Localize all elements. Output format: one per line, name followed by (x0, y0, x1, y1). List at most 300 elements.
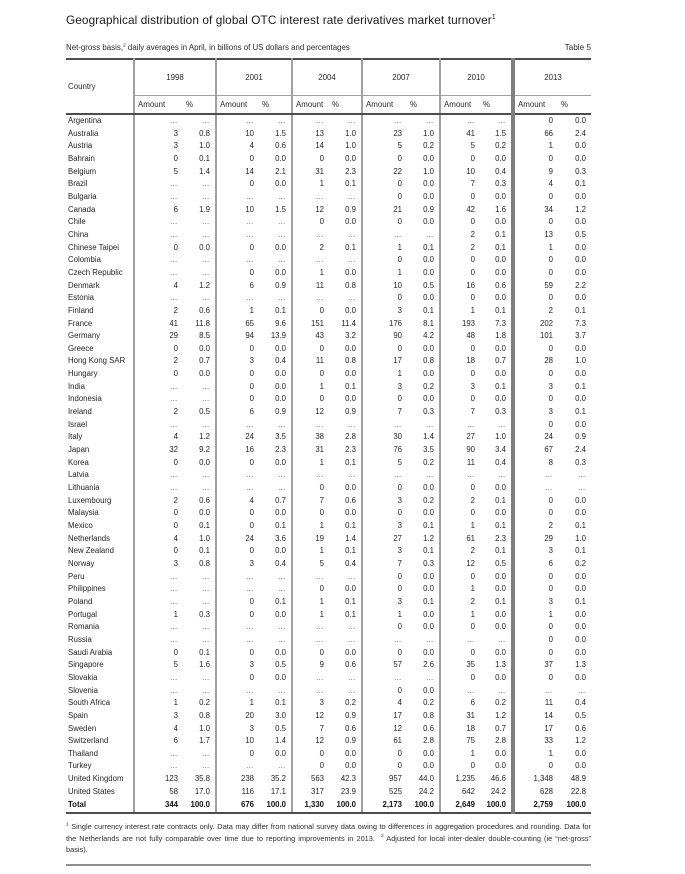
amount-cell: 3 (362, 520, 402, 533)
percent-cell: … (201, 419, 210, 429)
percent-cell: 0.0 (423, 267, 434, 277)
country-cell: Estonia (68, 293, 95, 303)
amount-cell: 0 (362, 583, 402, 596)
percent-cell: 0.6 (423, 723, 434, 733)
amount-cell: 12 (440, 558, 475, 571)
amount-cell: 4 (513, 178, 553, 191)
country-cell: Hong Kong SAR (68, 356, 126, 366)
amount-cell: 0 (292, 153, 324, 166)
percent-cell: 2.3 (275, 445, 286, 455)
amount-cell: 0 (292, 216, 324, 229)
amount-cell: 1 (362, 368, 402, 381)
percent-cell: 0.1 (275, 521, 286, 530)
amount-cell: … (362, 419, 402, 432)
percent-cell: 0.0 (345, 217, 356, 227)
amount-cell: 0 (292, 393, 324, 406)
percent-cell: 0.1 (345, 457, 356, 467)
amount-cell: 176 (362, 318, 402, 331)
percent-cell: … (497, 419, 506, 429)
table-row (66, 128, 591, 141)
percent-cell: 0.7 (199, 356, 210, 366)
percent-cell: 1.0 (575, 533, 586, 543)
percent-cell: 0.0 (575, 647, 586, 657)
amount-cell: 0 (440, 672, 475, 685)
amount-cell: … (292, 229, 324, 242)
percent-cell: … (277, 685, 286, 695)
amount-cell: … (134, 482, 178, 495)
data-table (66, 58, 591, 814)
amount-cell: 2 (292, 242, 324, 255)
country-cell: Poland (68, 596, 93, 606)
amount-cell: … (362, 634, 402, 647)
percent-cell: … (347, 255, 356, 265)
amount-cell: 66 (513, 128, 553, 141)
percent-cell: 0.0 (275, 242, 286, 252)
percent-cell: 7.3 (495, 318, 506, 328)
amount-cell: 0 (362, 178, 402, 191)
percent-cell: 0.0 (199, 457, 210, 467)
percent-cell: 0.0 (199, 369, 210, 379)
amount-cell: 76 (362, 444, 402, 457)
country-cell: Norway (68, 558, 95, 568)
amount-cell: 7 (440, 178, 475, 191)
percent-cell: 0.0 (575, 571, 586, 581)
country-cell: Japan (68, 445, 90, 455)
percent-cell: 48.9 (570, 774, 586, 784)
amount-cell: 3 (513, 596, 553, 609)
amount-cell: 3 (513, 406, 553, 419)
table-row (66, 659, 591, 672)
percent-cell: 17.1 (270, 786, 286, 796)
percent-cell: 0.9 (345, 710, 356, 720)
table-row (66, 216, 591, 229)
amount-cell: 0 (292, 368, 324, 381)
table-row (66, 748, 591, 761)
table-row (66, 457, 591, 470)
percent-cell: 2.2 (575, 280, 586, 290)
amount-cell: 17 (513, 723, 553, 736)
percent-cell: 0.0 (423, 508, 434, 518)
percent-cell: 11.4 (341, 318, 356, 328)
percent-cell: … (347, 685, 356, 695)
amount-cell: 3 (513, 545, 553, 558)
amount-cell: 23 (362, 128, 402, 141)
amount-cell: 3 (134, 558, 178, 571)
table-row (66, 558, 591, 571)
amount-cell: 28 (513, 355, 553, 368)
amount-cell: … (134, 571, 178, 584)
percent-cell: 0.3 (423, 558, 434, 568)
amount-cell: 5 (362, 457, 402, 470)
percent-cell: 0.0 (345, 343, 356, 353)
percent-cell: 0.0 (345, 584, 356, 594)
amount-cell: 2,649 (440, 798, 475, 813)
percent-cell: … (201, 381, 210, 391)
percent-cell: 0.1 (345, 521, 356, 530)
percent-cell: 100.0 (402, 798, 440, 813)
percent-cell: 0.1 (575, 596, 586, 606)
percent-cell: 1.0 (495, 432, 506, 442)
percent-cell: 100.0 (324, 798, 362, 813)
percent-cell: 0.1 (275, 305, 286, 315)
percent-cell: … (347, 419, 356, 429)
amount-cell: 10 (440, 166, 475, 179)
amount-cell: 0 (513, 583, 553, 596)
percent-cell: … (425, 116, 434, 125)
table-row (66, 305, 591, 318)
year-header-1998: 1998 (134, 59, 216, 96)
percent-cell: 0.0 (495, 748, 506, 758)
amount-cell: 2 (440, 545, 475, 558)
percent-cell: 0.0 (495, 369, 506, 379)
percent-cell: 3.0 (275, 710, 286, 720)
percent-cell: 0.1 (345, 381, 356, 391)
amount-cell: 0 (362, 216, 402, 229)
percent-cell: 0.1 (575, 305, 586, 315)
amount-subheader: Amount (362, 96, 402, 115)
table-row (66, 760, 591, 773)
percent-cell: 0.6 (345, 723, 356, 733)
percent-cell: 0.1 (575, 521, 586, 530)
amount-cell: … (440, 685, 475, 698)
amount-cell: 0 (440, 153, 475, 166)
country-cell: Latvia (68, 470, 89, 480)
amount-cell: 10 (216, 128, 254, 141)
amount-cell: 3 (513, 381, 553, 394)
amount-cell: 0 (440, 191, 475, 204)
table-row (66, 710, 591, 723)
percent-cell: … (277, 419, 286, 429)
amount-cell: 2 (440, 229, 475, 242)
percent-cell: 2.4 (575, 128, 586, 138)
country-cell: Hungary (68, 369, 98, 379)
amount-cell: 0 (362, 153, 402, 166)
percent-cell: 0.0 (575, 267, 586, 277)
percent-cell: 0.1 (495, 381, 506, 391)
percent-cell: 0.2 (199, 698, 210, 708)
page-title (66, 13, 591, 27)
amount-cell: 24 (513, 431, 553, 444)
percent-cell: … (347, 116, 356, 125)
percent-cell: 0.0 (575, 153, 586, 163)
amount-cell: 0 (362, 254, 402, 267)
amount-cell: 0 (513, 419, 553, 432)
percent-cell: 0.6 (345, 495, 356, 505)
percent-cell: 0.1 (495, 305, 506, 315)
percent-cell: 2.3 (495, 533, 506, 543)
percent-cell: 0.3 (199, 609, 210, 619)
amount-cell: 10 (216, 735, 254, 748)
amount-cell: 0 (216, 368, 254, 381)
amount-cell: 38 (292, 431, 324, 444)
table-row (66, 533, 591, 546)
amount-cell: 525 (362, 786, 402, 799)
amount-cell: 61 (440, 533, 475, 546)
percent-cell: 0.8 (345, 356, 356, 366)
percent-cell: 0.0 (495, 672, 506, 682)
amount-cell: 1 (440, 583, 475, 596)
amount-cell: 17 (362, 355, 402, 368)
amount-cell: … (216, 482, 254, 495)
amount-subheader: Amount (440, 96, 475, 115)
title-text: Geographical distribution of global OTC interest rate derivatives market turnover (66, 13, 492, 27)
percent-cell: … (347, 470, 356, 480)
amount-cell: 0 (440, 292, 475, 305)
amount-cell: 1 (292, 596, 324, 609)
table-row (66, 431, 591, 444)
table-row (66, 267, 591, 280)
table-row (66, 596, 591, 609)
amount-cell: 0 (440, 571, 475, 584)
percent-cell: 0.9 (275, 280, 286, 290)
percent-cell: 0.0 (423, 293, 434, 303)
percent-cell: 0.0 (345, 267, 356, 277)
amount-cell: 0 (513, 153, 553, 166)
country-cell: Spain (68, 710, 88, 720)
amount-cell: 61 (362, 735, 402, 748)
percent-cell: 2.3 (345, 166, 356, 176)
amount-cell: … (134, 114, 178, 128)
amount-cell: … (134, 267, 178, 280)
percent-cell: 0.0 (423, 571, 434, 581)
amount-cell: 34 (513, 204, 553, 217)
percent-cell: 1.2 (199, 432, 210, 442)
percent-cell: … (201, 672, 210, 682)
amount-cell: 344 (134, 798, 178, 813)
percent-subheader: % (553, 96, 591, 115)
amount-cell: 1,330 (292, 798, 324, 813)
amount-cell: … (292, 191, 324, 204)
percent-cell: … (201, 571, 210, 581)
table-row (66, 545, 591, 558)
amount-cell: 1 (292, 457, 324, 470)
amount-cell: 24 (216, 533, 254, 546)
amount-cell: 19 (292, 533, 324, 546)
amount-cell: 0 (513, 191, 553, 204)
percent-cell: … (201, 470, 210, 480)
table-number-label: Table 5 (564, 43, 591, 52)
amount-cell: 123 (134, 773, 178, 786)
percent-cell: 0.0 (275, 267, 286, 277)
amount-cell: 1 (513, 609, 553, 622)
percent-cell: … (277, 470, 286, 480)
amount-cell: … (216, 583, 254, 596)
amount-cell: 0 (513, 495, 553, 508)
amount-cell: … (440, 419, 475, 432)
percent-cell: … (201, 584, 210, 594)
amount-cell: 7 (362, 558, 402, 571)
amount-cell: 14 (513, 710, 553, 723)
amount-cell: 2 (440, 495, 475, 508)
percent-cell: … (277, 584, 286, 594)
amount-cell: 3 (362, 596, 402, 609)
amount-cell: 0 (440, 507, 475, 520)
percent-cell: 0.1 (345, 179, 356, 189)
country-cell: Thailand (68, 748, 98, 758)
amount-cell: 1 (292, 267, 324, 280)
percent-cell: 0.0 (575, 609, 586, 619)
percent-cell: 0.4 (345, 558, 356, 568)
country-cell: Czech Republic (68, 267, 123, 277)
percent-cell: 0.2 (423, 141, 434, 151)
amount-cell: 0 (292, 305, 324, 318)
percent-cell: 8.1 (423, 318, 434, 328)
amount-cell: … (134, 216, 178, 229)
amount-cell: 11 (292, 355, 324, 368)
amount-cell: … (134, 191, 178, 204)
amount-cell: … (216, 621, 254, 634)
amount-cell: 0 (513, 507, 553, 520)
country-cell: Russia (68, 634, 92, 644)
percent-cell: 0.0 (423, 483, 434, 493)
percent-cell: 0.0 (495, 267, 506, 277)
percent-cell: 100.0 (553, 798, 591, 813)
amount-cell: … (513, 685, 553, 698)
country-cell: India (68, 381, 85, 391)
amount-cell: … (292, 114, 324, 128)
percent-cell: … (201, 293, 210, 303)
amount-cell: 0 (216, 393, 254, 406)
amount-cell: 18 (440, 355, 475, 368)
percent-cell: 2.8 (423, 736, 434, 746)
percent-cell: 1.0 (199, 533, 210, 543)
country-cell: Slovakia (68, 672, 98, 682)
amount-cell: 4 (134, 280, 178, 293)
amount-cell: 12 (292, 710, 324, 723)
amount-cell: 9 (292, 659, 324, 672)
amount-cell: 628 (513, 786, 553, 799)
amount-cell: 0 (216, 596, 254, 609)
country-cell: Peru (68, 571, 85, 581)
amount-cell: 30 (362, 431, 402, 444)
amount-cell: 0 (362, 343, 402, 356)
percent-cell: 3.7 (575, 331, 586, 341)
amount-cell: 2,173 (362, 798, 402, 813)
amount-cell: 35 (440, 659, 475, 672)
percent-cell: 0.0 (423, 685, 434, 695)
percent-cell: 0.0 (495, 647, 506, 657)
amount-cell: 3 (134, 710, 178, 723)
percent-cell: 0.0 (495, 622, 506, 632)
amount-cell: 0 (362, 191, 402, 204)
percent-cell: 0.9 (345, 736, 356, 746)
percent-cell: 0.0 (575, 761, 586, 771)
amount-cell: 0 (134, 242, 178, 255)
amount-cell: 5 (362, 140, 402, 153)
percent-cell: 1.5 (275, 204, 286, 214)
amount-cell: 75 (440, 735, 475, 748)
amount-cell: 42 (440, 204, 475, 217)
percent-cell: 1.2 (575, 204, 586, 214)
table-row (66, 647, 591, 660)
percent-cell: 0.0 (275, 609, 286, 619)
table-row (66, 153, 591, 166)
percent-cell: 0.2 (423, 381, 434, 391)
amount-cell: … (440, 634, 475, 647)
percent-cell: 0.0 (575, 255, 586, 265)
amount-cell: 238 (216, 773, 254, 786)
amount-cell: 13 (292, 128, 324, 141)
percent-cell: 0.1 (495, 596, 506, 606)
percent-cell: 0.1 (495, 242, 506, 252)
amount-cell: 6 (216, 406, 254, 419)
percent-cell: … (201, 191, 210, 201)
percent-cell: … (201, 596, 210, 606)
amount-cell: 2 (440, 596, 475, 609)
percent-cell: 0.8 (199, 710, 210, 720)
country-cell: Austria (68, 141, 93, 151)
percent-cell: 0.0 (575, 141, 586, 151)
amount-cell: … (134, 178, 178, 191)
percent-cell: 2.8 (495, 736, 506, 746)
percent-cell: 0.0 (345, 647, 356, 657)
percent-cell: 8.5 (199, 331, 210, 341)
percent-subheader: % (402, 96, 440, 115)
amount-cell: 0 (216, 545, 254, 558)
table-row (66, 406, 591, 419)
amount-cell: 0 (513, 254, 553, 267)
amount-cell: … (216, 419, 254, 432)
amount-cell: 1,348 (513, 773, 553, 786)
percent-cell: 0.1 (199, 153, 210, 163)
country-cell: Lithuania (68, 483, 100, 493)
percent-cell: 0.1 (423, 521, 434, 530)
percent-cell: 0.8 (423, 356, 434, 366)
amount-cell: 1 (134, 609, 178, 622)
year-header-2010: 2010 (440, 59, 513, 96)
percent-cell: 0.2 (495, 698, 506, 708)
country-cell: Total (66, 798, 134, 813)
percent-cell: … (277, 293, 286, 303)
amount-cell: 14 (216, 166, 254, 179)
amount-cell: 0 (134, 343, 178, 356)
percent-cell: 0.1 (423, 546, 434, 556)
percent-cell: 0.0 (275, 457, 286, 467)
amount-cell: 27 (362, 533, 402, 546)
percent-cell: 0.0 (575, 584, 586, 594)
percent-cell: 0.0 (275, 381, 286, 391)
amount-cell: … (134, 229, 178, 242)
percent-cell: 0.1 (345, 546, 356, 556)
table-row (66, 292, 591, 305)
amount-cell: … (292, 672, 324, 685)
percent-cell: 0.0 (575, 343, 586, 353)
country-cell: Bulgaria (68, 191, 97, 201)
percent-cell: 1.4 (345, 533, 356, 543)
country-cell: Indonesia (68, 394, 102, 404)
percent-subheader: % (324, 96, 362, 115)
amount-cell: 6 (216, 280, 254, 293)
country-cell: Italy (68, 432, 83, 442)
percent-cell: 0.0 (495, 609, 506, 619)
country-cell: Bahrain (68, 153, 95, 163)
amount-cell: 6 (513, 558, 553, 571)
percent-cell: 0.4 (275, 558, 286, 568)
percent-cell: 1.0 (345, 128, 356, 138)
amount-cell: 0 (292, 583, 324, 596)
amount-cell: 0 (292, 760, 324, 773)
amount-cell: 41 (134, 318, 178, 331)
amount-cell: 0 (292, 343, 324, 356)
amount-cell: 90 (362, 330, 402, 343)
percent-cell: 0.0 (423, 584, 434, 594)
amount-cell: 27 (440, 431, 475, 444)
percent-cell: 0.0 (423, 255, 434, 265)
country-cell: Chinese Taipei (68, 242, 120, 252)
table-row (66, 786, 591, 799)
country-cell: Ireland (68, 407, 92, 417)
percent-cell: 0.1 (423, 596, 434, 606)
